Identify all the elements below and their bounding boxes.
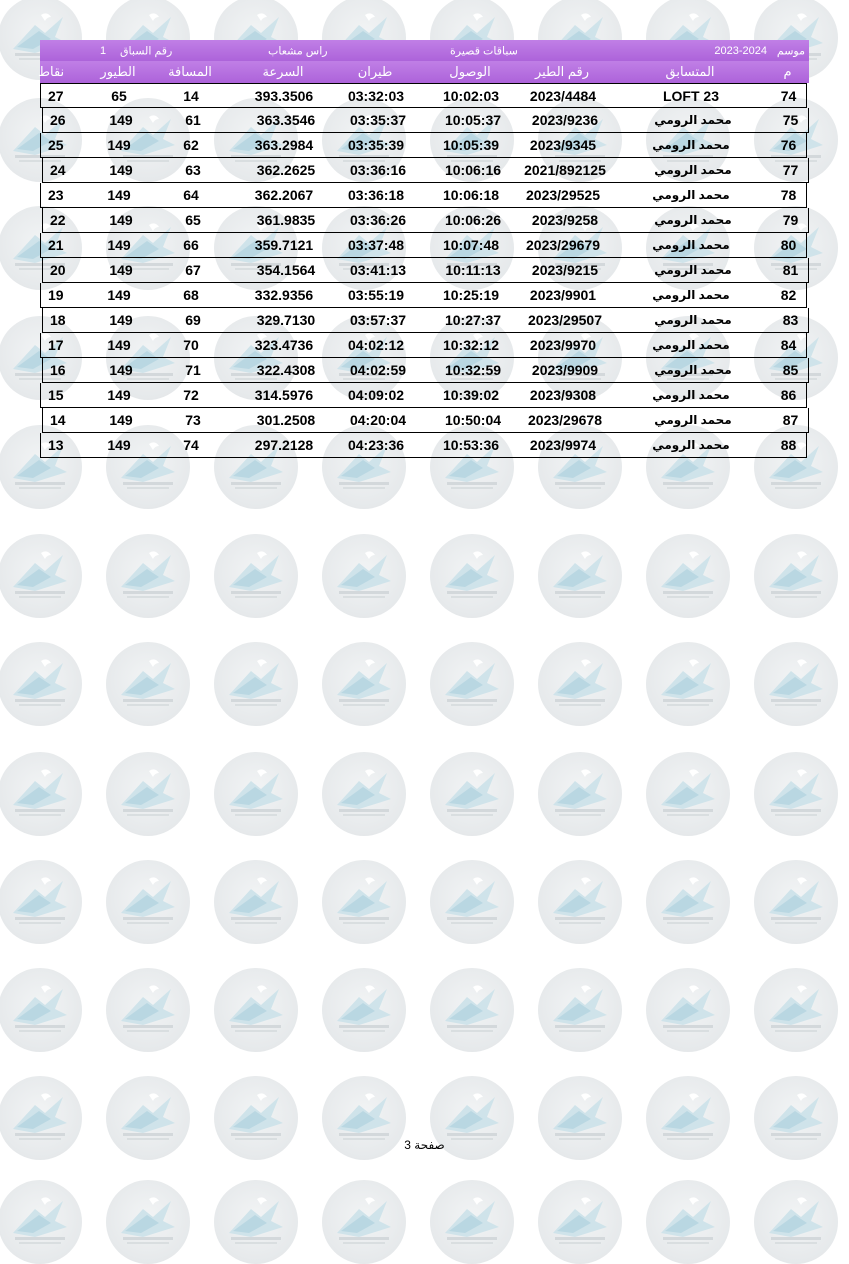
- watermark-logo-icon: [0, 752, 82, 836]
- cell-flight: 04:02:59: [349, 362, 407, 378]
- cell-speed: 362.2067: [254, 187, 314, 203]
- race-number-label: رقم السباق: [120, 45, 173, 57]
- cell-competitor: LOFT 23: [662, 87, 719, 104]
- cell-arrival: 10:50:04: [444, 412, 502, 428]
- cell-num: 88: [780, 437, 797, 453]
- watermark-logo-icon: [322, 1180, 406, 1264]
- cell-points: 15: [48, 387, 64, 403]
- cell-points: 27: [48, 87, 64, 104]
- watermark-logo-icon: [106, 860, 190, 944]
- cell-points: 18: [50, 312, 66, 328]
- watermark-logo-icon: [538, 1180, 622, 1264]
- watermark-logo-icon: [646, 752, 730, 836]
- watermark-logo-icon: [430, 1180, 514, 1264]
- cell-arrival: 10:06:16: [444, 162, 502, 178]
- cell-flight: 03:36:18: [347, 187, 405, 203]
- cell-distance: 73: [185, 412, 201, 428]
- watermark-logo-icon: [538, 642, 622, 726]
- race-number-value: 1: [100, 44, 107, 57]
- watermark-logo-icon: [538, 860, 622, 944]
- table-row: [40, 83, 807, 108]
- table-row: [40, 383, 807, 408]
- cell-num: 82: [780, 287, 797, 303]
- cell-flight: 03:35:39: [347, 137, 405, 153]
- col-speed: السرعة: [262, 64, 304, 79]
- watermark-logo-icon: [0, 1180, 82, 1264]
- col-arrival: الوصول: [449, 64, 491, 79]
- watermark-logo-icon: [754, 860, 838, 944]
- cell-ring: 2023/9970: [529, 337, 597, 353]
- cell-ring: 2023/9974: [529, 437, 597, 453]
- table-row: [42, 408, 809, 433]
- cell-competitor: محمد الرومي: [654, 113, 732, 127]
- watermark-logo-icon: [322, 968, 406, 1052]
- cell-distance: 66: [183, 237, 199, 253]
- cell-birds: 149: [109, 262, 133, 278]
- cell-arrival: 10:39:02: [442, 387, 500, 403]
- cell-arrival: 10:07:48: [442, 237, 500, 253]
- cell-points: 25: [48, 137, 64, 153]
- cell-speed: 297.2128: [254, 437, 314, 453]
- cell-birds: 149: [107, 187, 131, 203]
- cell-flight: 04:20:04: [349, 412, 407, 428]
- cell-distance: 72: [183, 387, 199, 403]
- watermark-logo-icon: [430, 534, 514, 618]
- cell-birds: 65: [111, 87, 127, 104]
- col-competitor: المتسابق: [665, 64, 715, 79]
- watermark-logo-icon: [646, 642, 730, 726]
- cell-speed: 354.1564: [256, 262, 316, 278]
- cell-flight: 03:36:16: [349, 162, 407, 178]
- cell-ring: 2023/9258: [531, 212, 599, 228]
- cell-num: 76: [780, 137, 797, 153]
- cell-points: 21: [48, 237, 64, 253]
- watermark-logo-icon: [106, 968, 190, 1052]
- cell-arrival: 10:53:36: [442, 437, 500, 453]
- cell-birds: 149: [107, 137, 131, 153]
- table-row: [42, 258, 809, 283]
- cell-competitor: محمد الرومي: [652, 288, 730, 302]
- cell-ring: 2023/9909: [531, 362, 599, 378]
- cell-ring: 2023/29525: [526, 187, 600, 203]
- watermark-logo-icon: [106, 534, 190, 618]
- cell-distance: 61: [185, 112, 201, 128]
- cell-num: 75: [782, 112, 799, 128]
- col-distance: المسافة: [168, 64, 212, 79]
- cell-competitor: محمد الرومي: [652, 388, 730, 402]
- watermark-logo-icon: [538, 752, 622, 836]
- cell-flight: 04:02:12: [347, 337, 405, 353]
- cell-ring: 2023/29507: [528, 312, 602, 328]
- watermark-logo-icon: [214, 642, 298, 726]
- cell-arrival: 10:06:26: [444, 212, 502, 228]
- col-num: م: [783, 64, 792, 79]
- cell-birds: 149: [109, 212, 133, 228]
- watermark-logo-icon: [430, 968, 514, 1052]
- race-type: سباقات قصيرة: [450, 45, 518, 57]
- cell-birds: 149: [107, 287, 131, 303]
- cell-birds: 149: [109, 412, 133, 428]
- season-value: 2023-2024: [714, 44, 767, 57]
- cell-points: 13: [48, 437, 64, 453]
- watermark-logo-icon: [214, 968, 298, 1052]
- cell-flight: 03:35:37: [349, 112, 407, 128]
- cell-num: 78: [780, 187, 797, 203]
- cell-num: 84: [780, 337, 797, 353]
- watermark-logo-icon: [430, 642, 514, 726]
- col-points: نقاط: [38, 64, 65, 79]
- cell-arrival: 10:11:13: [445, 262, 501, 278]
- cell-distance: 65: [185, 212, 201, 228]
- watermark-logo-icon: [646, 1180, 730, 1264]
- watermark-logo-icon: [0, 968, 82, 1052]
- cell-flight: 03:37:48: [347, 237, 405, 253]
- watermark-logo-icon: [754, 752, 838, 836]
- cell-num: 83: [782, 312, 799, 328]
- cell-arrival: 10:25:19: [442, 287, 500, 303]
- cell-num: 74: [780, 87, 797, 104]
- watermark-logo-icon: [646, 968, 730, 1052]
- watermark-logo-icon: [754, 968, 838, 1052]
- cell-speed: 323.4736: [254, 337, 314, 353]
- table-row: [42, 108, 809, 133]
- table-row: [40, 133, 807, 158]
- cell-distance: 74: [183, 437, 199, 453]
- watermark-logo-icon: [646, 534, 730, 618]
- cell-flight: 03:41:13: [349, 262, 407, 278]
- cell-distance: 68: [183, 287, 199, 303]
- cell-arrival: 10:32:12: [442, 337, 500, 353]
- cell-birds: 149: [107, 387, 131, 403]
- watermark-logo-icon: [106, 1180, 190, 1264]
- cell-arrival: 10:02:03: [442, 87, 500, 104]
- cell-ring: 2023/29679: [526, 237, 600, 253]
- watermark-logo-icon: [754, 1180, 838, 1264]
- cell-competitor: محمد الرومي: [652, 238, 730, 252]
- cell-flight: 03:57:37: [349, 312, 407, 328]
- cell-competitor: محمد الرومي: [654, 313, 732, 327]
- cell-speed: 322.4308: [256, 362, 316, 378]
- cell-ring: 2023/4484: [529, 87, 597, 104]
- cell-points: 24: [50, 162, 66, 178]
- watermark-logo-icon: [430, 752, 514, 836]
- cell-speed: 362.2625: [256, 162, 316, 178]
- cell-num: 81: [782, 262, 799, 278]
- cell-flight: 03:55:19: [347, 287, 405, 303]
- cell-birds: 149: [109, 162, 133, 178]
- cell-ring: 2021/892125: [524, 162, 606, 178]
- cell-speed: 363.3546: [256, 112, 316, 128]
- cell-points: 20: [50, 262, 66, 278]
- watermark-logo-icon: [106, 752, 190, 836]
- cell-competitor: محمد الرومي: [652, 188, 730, 202]
- table-row: [40, 433, 807, 458]
- cell-birds: 149: [109, 312, 133, 328]
- table-row: [40, 183, 807, 208]
- cell-competitor: محمد الرومي: [654, 263, 732, 277]
- cell-distance: 70: [183, 337, 199, 353]
- watermark-logo-icon: [214, 752, 298, 836]
- cell-num: 77: [782, 162, 799, 178]
- table-row: [42, 208, 809, 233]
- cell-points: 19: [48, 287, 64, 303]
- cell-ring: 2023/9236: [531, 112, 599, 128]
- cell-num: 86: [780, 387, 797, 403]
- results-sheet: [40, 40, 809, 458]
- watermark-logo-icon: [214, 1180, 298, 1264]
- watermark-logo-icon: [0, 534, 82, 618]
- cell-flight: 03:36:26: [349, 212, 407, 228]
- cell-distance: 62: [183, 137, 199, 153]
- cell-arrival: 10:32:59: [444, 362, 502, 378]
- cell-birds: 149: [107, 337, 131, 353]
- cell-speed: 301.2508: [256, 412, 316, 428]
- cell-points: 16: [50, 362, 66, 378]
- results-rows: [40, 83, 809, 458]
- table-row: [42, 308, 809, 333]
- cell-competitor: محمد الرومي: [652, 138, 730, 152]
- cell-ring: 2023/9215: [531, 262, 599, 278]
- cell-points: 26: [50, 112, 66, 128]
- cell-birds: 149: [107, 437, 131, 453]
- cell-speed: 363.2984: [254, 137, 314, 153]
- watermark-logo-icon: [538, 968, 622, 1052]
- col-flight: طيران: [357, 64, 393, 79]
- cell-distance: 69: [185, 312, 201, 328]
- page-number: صفحة 3: [404, 1138, 445, 1152]
- column-header-row: [40, 61, 809, 83]
- season-label: موسم: [776, 45, 805, 57]
- watermark-logo-icon: [754, 534, 838, 618]
- watermark-logo-icon: [430, 860, 514, 944]
- cell-num: 79: [782, 212, 799, 228]
- cell-speed: 314.5976: [254, 387, 314, 403]
- cell-distance: 71: [185, 362, 201, 378]
- cell-competitor: محمد الرومي: [652, 338, 730, 352]
- cell-num: 85: [782, 362, 799, 378]
- table-row: [40, 333, 807, 358]
- cell-distance: 63: [185, 162, 201, 178]
- col-ring: رقم الطير: [534, 64, 590, 79]
- cell-flight: 04:09:02: [347, 387, 405, 403]
- cell-competitor: محمد الرومي: [652, 438, 730, 452]
- cell-ring: 2023/29678: [528, 412, 602, 428]
- cell-speed: 332.9356: [254, 287, 314, 303]
- cell-ring: 2023/9901: [529, 287, 597, 303]
- table-row: [42, 358, 809, 383]
- race-info-header: [40, 40, 809, 61]
- cell-flight: 03:32:03: [347, 87, 405, 104]
- cell-speed: 359.7121: [254, 237, 314, 253]
- cell-ring: 2023/9345: [529, 137, 597, 153]
- watermark-logo-icon: [106, 642, 190, 726]
- cell-num: 80: [780, 237, 797, 253]
- cell-speed: 393.3506: [254, 87, 314, 104]
- cell-num: 87: [782, 412, 799, 428]
- cell-competitor: محمد الرومي: [654, 163, 732, 177]
- watermark-logo-icon: [322, 534, 406, 618]
- watermark-logo-icon: [322, 860, 406, 944]
- cell-distance: 64: [183, 187, 199, 203]
- cell-arrival: 10:05:39: [442, 137, 500, 153]
- watermark-logo-icon: [322, 642, 406, 726]
- cell-points: 14: [50, 412, 66, 428]
- watermark-logo-icon: [0, 642, 82, 726]
- cell-points: 23: [48, 187, 64, 203]
- cell-speed: 361.9835: [256, 212, 316, 228]
- cell-ring: 2023/9308: [529, 387, 597, 403]
- cell-competitor: محمد الرومي: [654, 363, 732, 377]
- watermark-logo-icon: [754, 642, 838, 726]
- watermark-logo-icon: [214, 534, 298, 618]
- watermark-logo-icon: [0, 860, 82, 944]
- cell-arrival: 10:05:37: [444, 112, 502, 128]
- cell-arrival: 10:27:37: [444, 312, 502, 328]
- watermark-logo-icon: [322, 752, 406, 836]
- watermark-logo-icon: [646, 860, 730, 944]
- cell-birds: 149: [109, 362, 133, 378]
- cell-points: 17: [48, 337, 64, 353]
- cell-speed: 329.7130: [256, 312, 316, 328]
- cell-flight: 04:23:36: [347, 437, 405, 453]
- watermark-logo-icon: [538, 534, 622, 618]
- race-location: راس مشعاب: [268, 45, 328, 57]
- cell-points: 22: [50, 212, 66, 228]
- table-row: [40, 233, 807, 258]
- cell-competitor: محمد الرومي: [654, 413, 732, 427]
- cell-birds: 149: [109, 112, 133, 128]
- cell-arrival: 10:06:18: [442, 187, 500, 203]
- watermark-logo-icon: [214, 860, 298, 944]
- table-row: [42, 158, 809, 183]
- col-birds: الطيور: [100, 64, 136, 79]
- cell-distance: 67: [185, 262, 201, 278]
- cell-distance: 14: [183, 87, 199, 104]
- table-row: [40, 283, 807, 308]
- cell-competitor: محمد الرومي: [654, 213, 732, 227]
- cell-birds: 149: [107, 237, 131, 253]
